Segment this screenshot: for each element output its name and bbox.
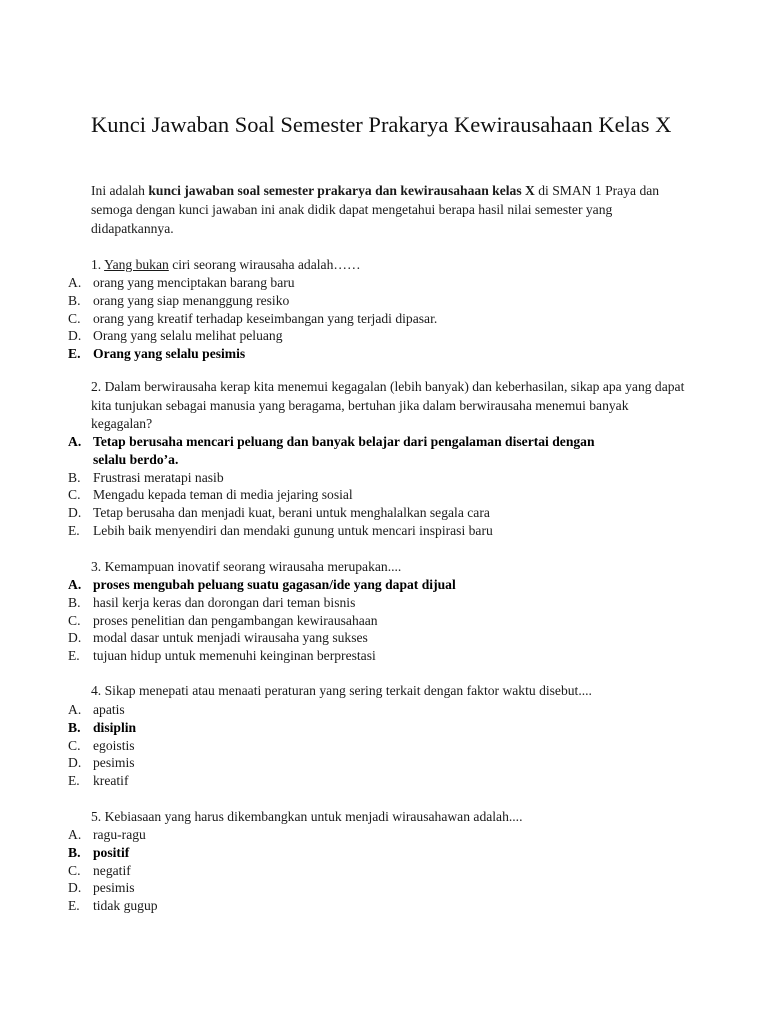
question-3 [91,558,691,577]
options-list-4 [68,701,708,790]
option-letter: A. [68,577,82,592]
option-text: orang yang kreatif terhadap keseimbangan yang terjadi dipasar. [93,310,438,326]
option-1c [68,310,708,328]
options-list-2 [68,433,708,540]
option-letter: C. [68,487,81,503]
option-text: Lebih baik menyendiri dan mendaki gunung untuk mencari inspirasi baru [93,522,493,538]
option-5d [68,879,708,897]
option-4c [68,737,708,755]
option-2c [68,486,708,504]
option-letter: D. [68,505,82,521]
option-letter: E. [68,346,81,362]
option-letter: D. [68,328,82,344]
option-letter: B. [68,292,81,308]
option-3b [68,594,708,612]
option-text: modal dasar untuk menjadi wirausaha yang sukses [93,630,368,646]
option-text: proses penelitian dan pengambangan kewirausahaan [93,612,378,628]
question-number: 1. [91,257,102,272]
option-5a [68,826,708,844]
question-number: 4. [91,683,102,698]
option-letter: A. [68,702,82,717]
option-text: apatis [93,702,125,717]
option-letter: B. [68,594,81,610]
option-5e [68,897,708,915]
option-letter: A. [68,827,82,842]
option-text: negatif [93,862,131,878]
option-text: Orang yang selalu melihat peluang [93,328,283,344]
option-letter: D. [68,755,82,771]
option-2a-correct [68,433,708,469]
question-number: 5. [91,809,102,824]
option-text: Tetap berusaha dan menjadi kuat, berani untuk menghalalkan segala cara [93,505,490,521]
option-text: tidak gugup [93,898,158,914]
options-list-1 [68,274,708,363]
options-list-3 [68,576,708,665]
option-text: orang yang siap menanggung resiko [93,292,290,308]
option-3a-correct [68,576,708,594]
option-text: Tetap berusaha mencari peluang dan banyak belajar dari pengalaman disertai dengan [93,434,595,449]
option-4a [68,701,708,719]
question-number: 3. [91,559,102,574]
option-letter: C. [68,737,81,753]
option-letter: B. [68,844,81,860]
question-5 [91,808,691,827]
question-text: Sikap menepati atau menaati peraturan yang sering terkait dengan faktor waktu disebut.... [104,683,592,698]
option-text: egoistis [93,737,135,753]
option-text: positif [93,844,130,860]
question-text: Kemampuan inovatif seorang wirausaha merupakan.... [104,559,402,574]
option-text: hasil kerja keras dan dorongan dari teman bisnis [93,594,356,610]
intro-prefix: Ini adalah [91,183,149,198]
option-text: disiplin [93,719,137,735]
option-text: tujuan hidup untuk memenuhi keinginan berprestasi [93,648,376,664]
option-1a [68,274,708,292]
option-letter: C. [68,862,81,878]
option-4b-correct [68,719,708,737]
intro-suffix: di SMAN 1 Praya dan semoga dengan kunci jawaban ini anak didik dapat mengetahui berapa hasil nilai semester yang didapatkannya. [91,183,660,236]
intro-paragraph [91,181,691,238]
option-1b [68,292,708,310]
option-5b-correct [68,844,708,862]
option-letter: C. [68,612,81,628]
option-letter: A. [68,434,82,449]
option-1d [68,327,708,345]
question-2 [91,378,691,434]
option-letter: E. [68,898,80,914]
option-letter: E. [68,648,80,664]
option-1e-correct [68,345,708,363]
option-letter: C. [68,310,81,326]
option-letter: E. [68,522,80,538]
option-2d [68,504,708,522]
option-text: orang yang menciptakan barang baru [93,275,295,290]
option-text: pesimis [93,880,135,896]
question-text: ciri seorang wirausaha adalah…… [168,257,361,272]
option-2e [68,522,708,540]
question-4 [91,682,691,701]
question-1 [91,256,691,275]
option-text-continued: selalu berdo’a. [93,451,179,467]
intro-bold: kunci jawaban soal semester prakarya dan kewirausahaan kelas X [148,183,535,198]
question-text: Kebiasaan yang harus dikembangkan untuk menjadi wirausahawan adalah.... [104,809,523,824]
option-5c [68,862,708,880]
option-2b [68,469,708,487]
option-3d [68,629,708,647]
option-letter: A. [68,275,82,290]
question-text: Dalam berwirausaha kerap kita menemui kegagalan (lebih banyak) dan keberhasilan, sikap apa yang dapat kita tunjukan sebagai manusia yang beragama, bertuhan jika dalam berwirausaha menemui banyak kegagalan? [91,379,685,431]
option-3c [68,612,708,630]
option-4d [68,754,708,772]
option-letter: B. [68,469,81,485]
option-text: pesimis [93,755,135,771]
option-text: kreatif [93,773,129,789]
option-text: Orang yang selalu pesimis [93,346,246,362]
option-letter: D. [68,630,82,646]
option-text: proses mengubah peluang suatu gagasan/ide yang dapat dijual [93,577,456,592]
option-letter: D. [68,880,82,896]
option-text: Mengadu kepada teman di media jejaring sosial [93,487,353,503]
option-letter: E. [68,773,80,789]
page-title: Kunci Jawaban Soal Semester Prakarya Kewirausahaan Kelas X [91,112,672,137]
option-4e [68,772,708,790]
question-underlined: Yang bukan [104,257,169,272]
question-number: 2. [91,379,102,394]
options-list-5 [68,826,708,915]
option-text: Frustrasi meratapi nasib [93,469,224,485]
option-letter: B. [68,719,81,735]
option-text: ragu-ragu [93,827,146,842]
option-3e [68,647,708,665]
